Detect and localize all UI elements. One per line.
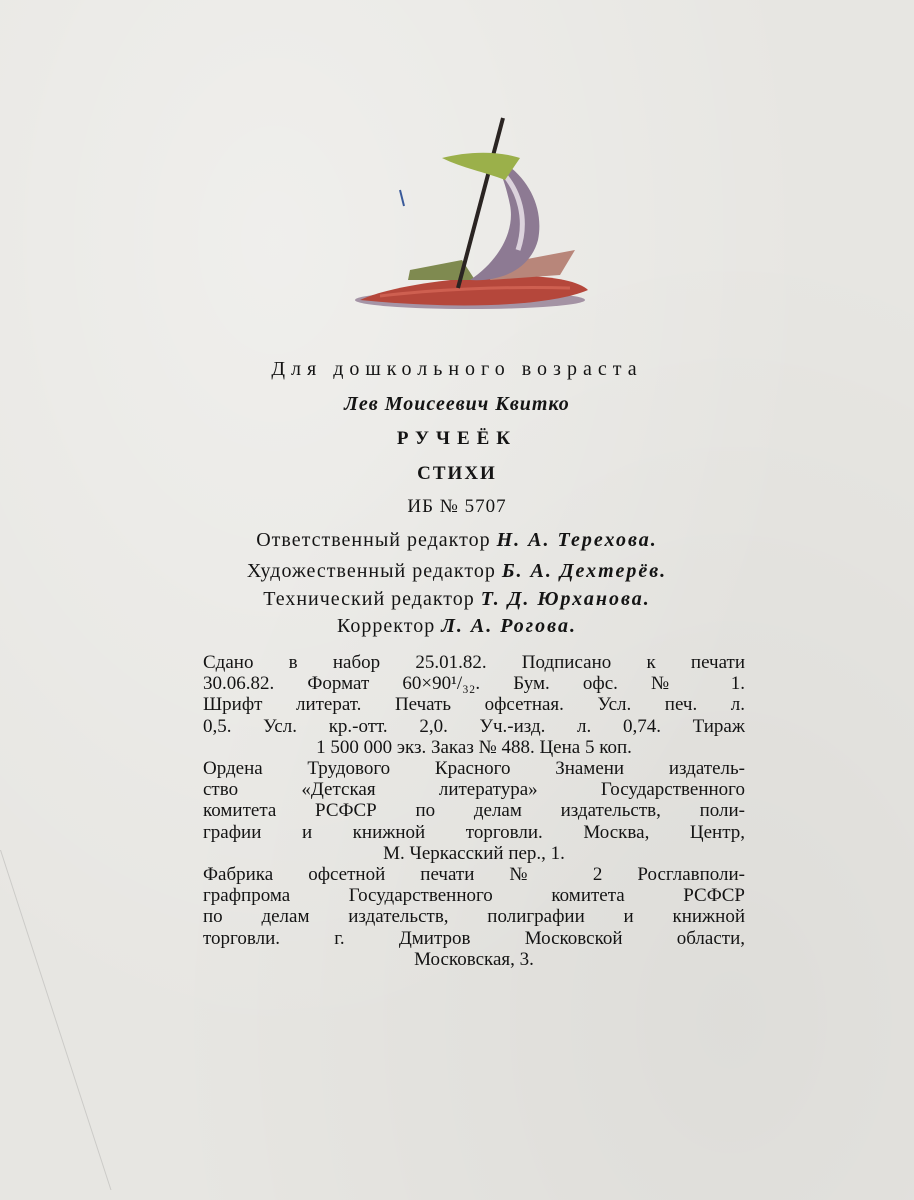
imprint-block <box>203 652 745 970</box>
imprint-line: графпрома Государственного комитета РСФСР <box>203 885 745 907</box>
author-name: Лев Моисеевич Квитко <box>344 393 570 415</box>
imprint-line: Шрифт литерат. Печать офсетная. Усл. печ. л. <box>203 694 745 716</box>
imprint-line: М. Черкасский пер., 1. <box>383 842 565 864</box>
credit-name: Б. А. Дехтерёв. <box>501 560 668 582</box>
imprint-line: торговли. г. Дмитров Московской области, <box>203 927 745 949</box>
imprint-line: Сдано в набор 25.01.82. Подписано к печати <box>203 652 745 673</box>
imprint-line: Московская, 3. <box>414 948 534 970</box>
credit-name: Н. А. Терехова. <box>496 529 658 551</box>
ib-number: ИБ № 5707 <box>407 496 507 517</box>
credit-line <box>0 529 914 552</box>
credit-role: Технический редактор <box>263 588 475 610</box>
imprint-line: Фабрика офсетной печати № 2 Росглавполи- <box>203 864 745 886</box>
imprint-line: 0,5. Усл. кр.-отт. 2,0. Уч.-изд. л. 0,74. Тираж <box>203 715 745 737</box>
imprint-line: ство «Детская литература» Государственного <box>203 779 745 801</box>
imprint-line: графии и книжной торговли. Москва, Центр, <box>203 821 745 843</box>
imprint-line: комитета РСФСР по делам издательств, поли- <box>203 800 745 822</box>
book-title: РУЧЕЁК <box>396 428 518 449</box>
book-genre: СТИХИ <box>417 463 497 484</box>
imprint-line: по делам издательств, полиграфии и книжной <box>203 906 745 928</box>
credit-line <box>0 560 914 583</box>
credit-name: Л. А. Рогова. <box>441 615 577 637</box>
credit-line <box>0 588 914 611</box>
credit-line <box>0 615 914 638</box>
imprint-line: 30.06.82. Формат 60×90¹/₃₂. Бум. офс. № 1. <box>203 673 745 695</box>
sailboat-drawing-icon <box>350 110 600 320</box>
age-note: Для дошкольного возраста <box>271 358 643 380</box>
credit-name: Т. Д. Юрханова. <box>480 588 651 610</box>
credit-role: Корректор <box>337 615 436 637</box>
credit-role: Художественный редактор <box>246 560 496 582</box>
credit-role: Ответственный редактор <box>256 529 491 551</box>
imprint-line: Ордена Трудового Красного Знамени издатель- <box>203 758 745 780</box>
imprint-line: 1 500 000 экз. Заказ № 488. Цена 5 коп. <box>316 736 632 758</box>
